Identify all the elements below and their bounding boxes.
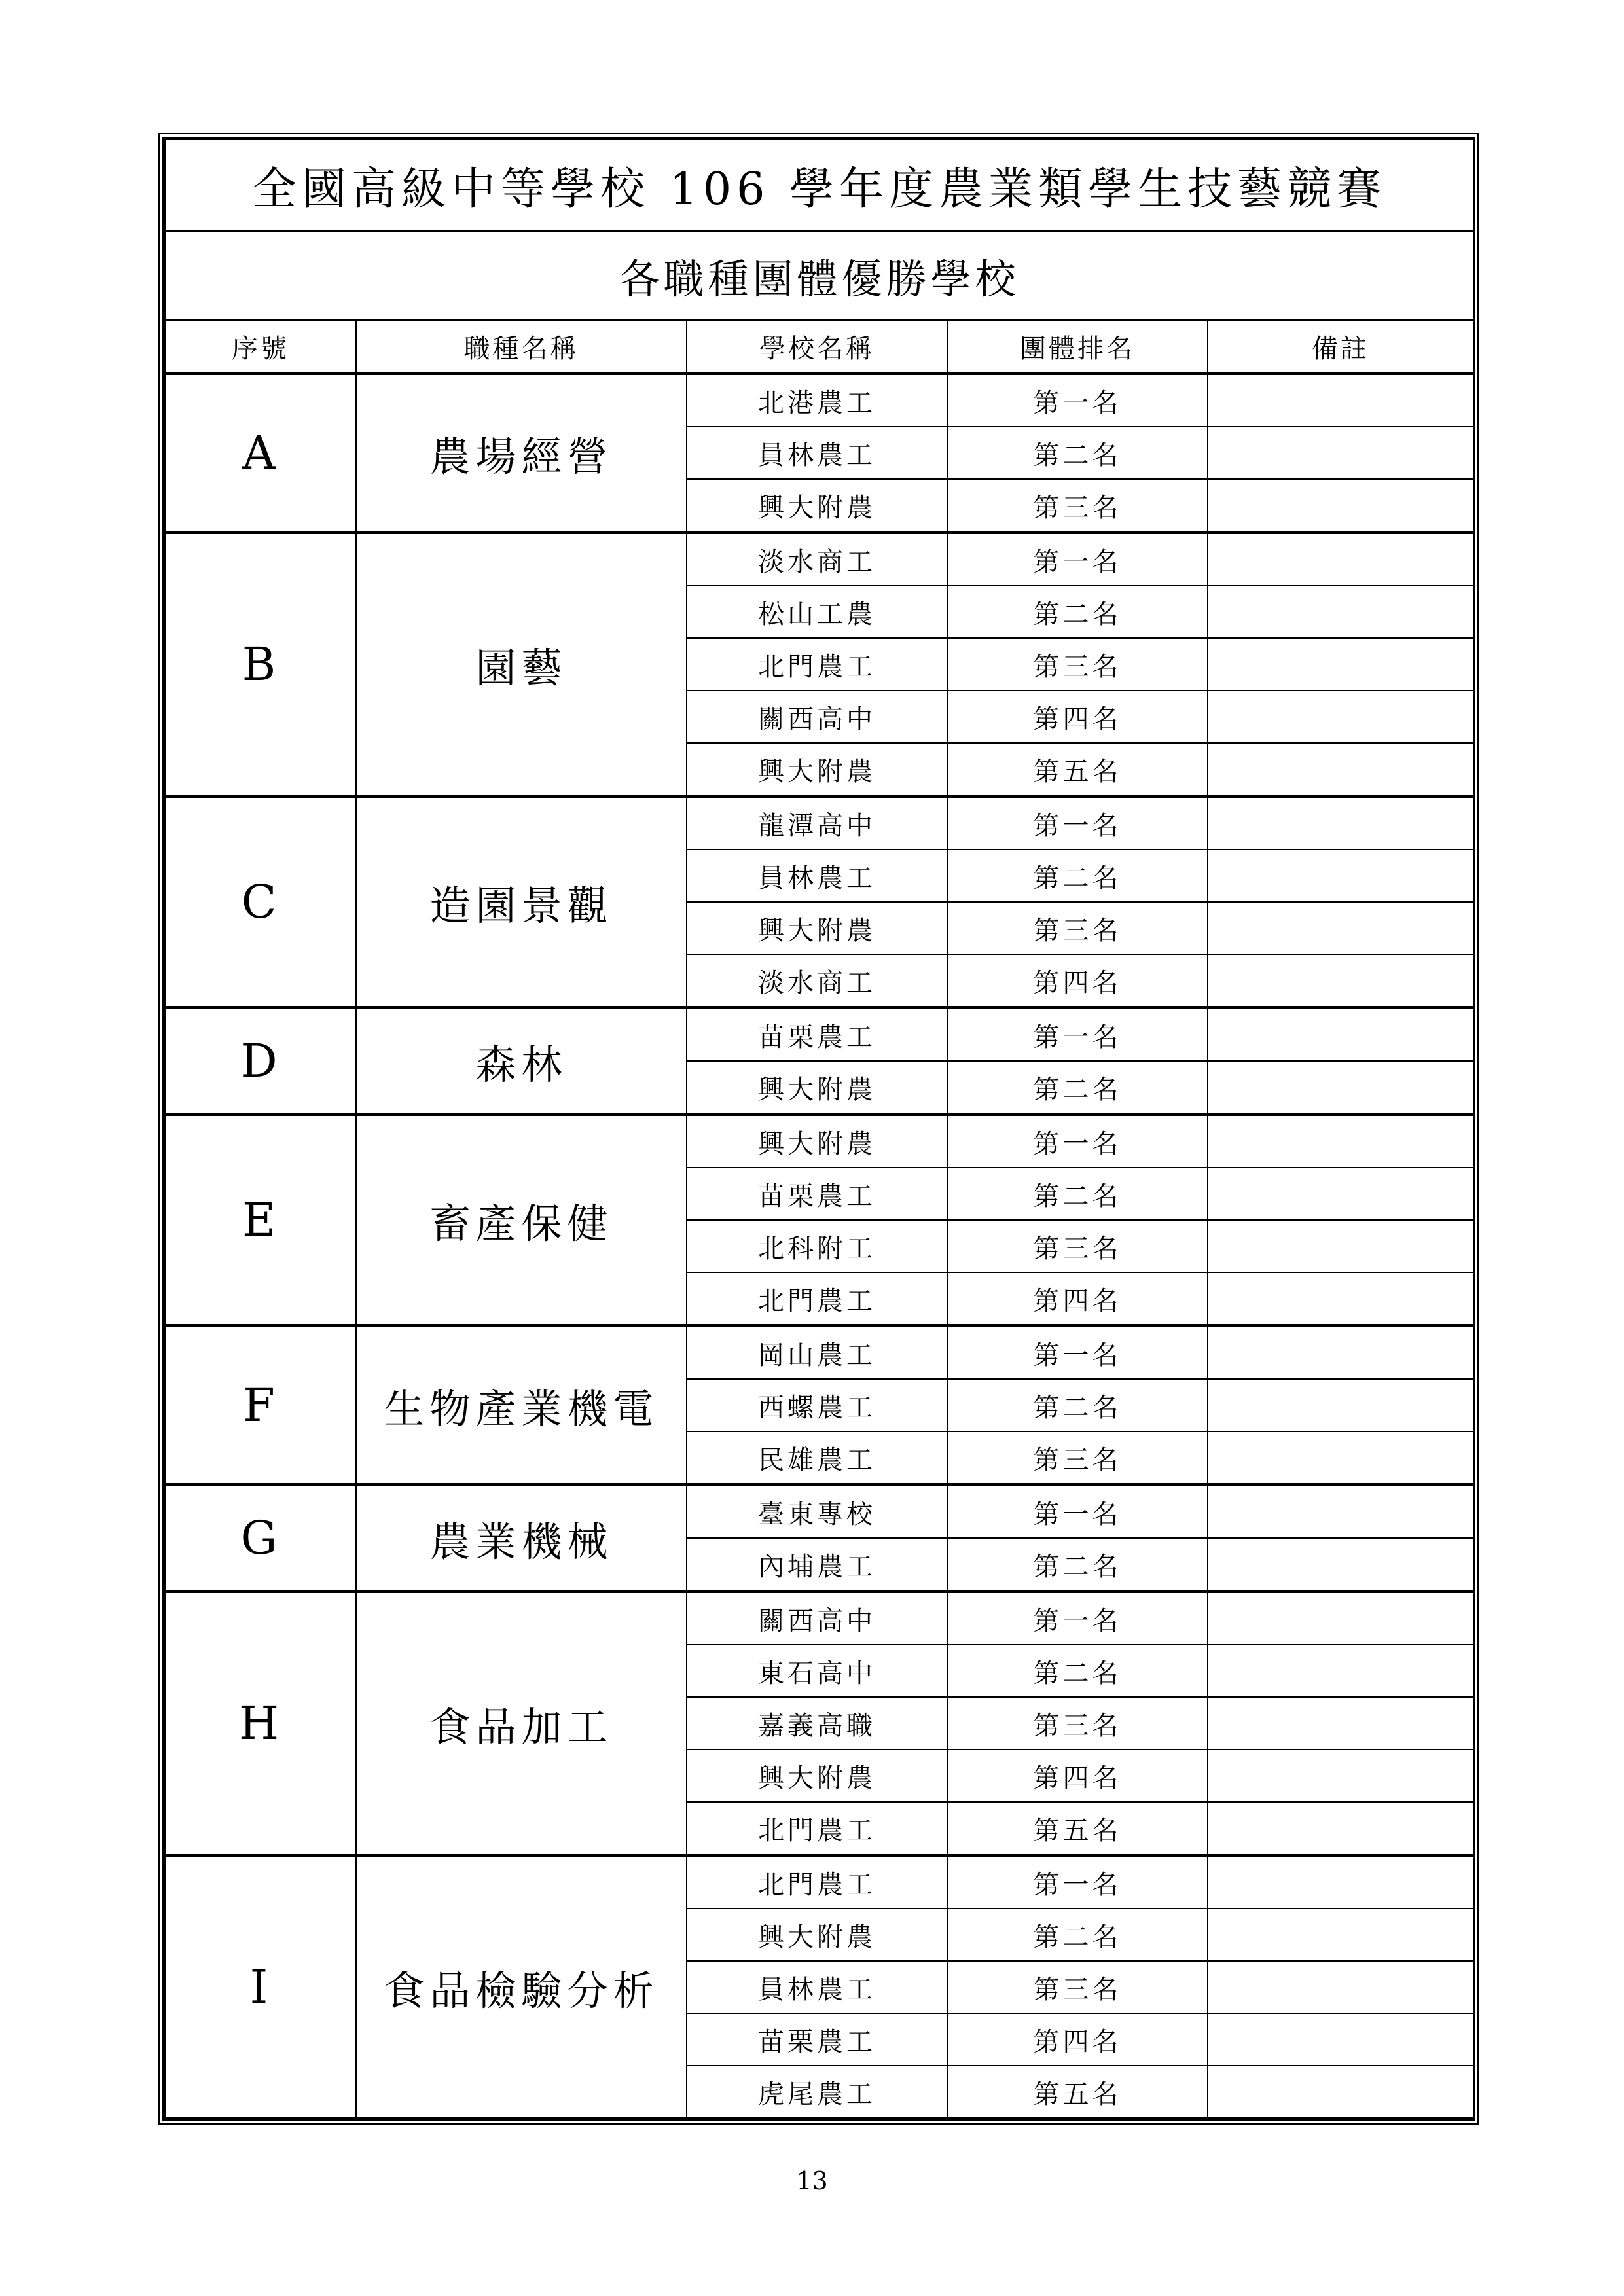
note-cell [1208, 1485, 1473, 1539]
rank-cell: 第二名 [947, 1379, 1208, 1431]
school-name-cell: 興大附農 [687, 743, 947, 797]
note-cell [1208, 427, 1473, 479]
school-name-cell: 臺東專校 [687, 1485, 947, 1539]
category-code: A [165, 374, 356, 533]
category-code: B [165, 533, 356, 797]
rank-cell: 第一名 [947, 1008, 1208, 1062]
school-name-cell: 淡水商工 [687, 533, 947, 586]
note-cell [1208, 2013, 1473, 2066]
school-name-cell: 興大附農 [687, 1061, 947, 1115]
note-cell [1208, 1856, 1473, 1909]
rank-cell: 第四名 [947, 691, 1208, 743]
note-cell [1208, 1645, 1473, 1697]
category-code: G [165, 1485, 356, 1592]
note-cell [1208, 638, 1473, 691]
school-name-cell: 苗栗農工 [687, 1008, 947, 1062]
school-name-cell: 北港農工 [687, 374, 947, 427]
rank-cell: 第二名 [947, 1645, 1208, 1697]
school-name-cell: 興大附農 [687, 1115, 947, 1168]
rank-cell: 第四名 [947, 954, 1208, 1008]
category-code: H [165, 1592, 356, 1856]
school-name-cell: 興大附農 [687, 902, 947, 954]
rank-cell: 第三名 [947, 1697, 1208, 1749]
school-name-cell: 淡水商工 [687, 954, 947, 1008]
rank-cell: 第三名 [947, 902, 1208, 954]
school-name-cell: 內埔農工 [687, 1538, 947, 1592]
school-name-cell: 苗栗農工 [687, 2013, 947, 2066]
school-name-cell: 西螺農工 [687, 1379, 947, 1431]
table-row [165, 533, 1473, 586]
category-name: 農業機械 [356, 1485, 687, 1592]
note-cell [1208, 1168, 1473, 1220]
school-name-cell: 苗栗農工 [687, 1168, 947, 1220]
document-frame [162, 137, 1475, 2121]
school-name-cell: 東石高中 [687, 1645, 947, 1697]
table-row [165, 1592, 1473, 1645]
school-name-cell: 興大附農 [687, 479, 947, 533]
category-name: 森林 [356, 1008, 687, 1115]
rank-cell: 第一名 [947, 1856, 1208, 1909]
school-name-cell: 岡山農工 [687, 1326, 947, 1380]
column-header-school: 學校名稱 [687, 320, 947, 374]
rank-cell: 第二名 [947, 1168, 1208, 1220]
school-name-cell: 員林農工 [687, 1961, 947, 2013]
column-header-category: 職種名稱 [356, 320, 687, 374]
note-cell [1208, 1379, 1473, 1431]
rank-cell: 第二名 [947, 1538, 1208, 1592]
category-name: 造園景觀 [356, 797, 687, 1008]
rank-cell: 第一名 [947, 1326, 1208, 1380]
school-name-cell: 員林農工 [687, 850, 947, 902]
note-cell [1208, 743, 1473, 797]
category-code: D [165, 1008, 356, 1115]
rank-cell: 第二名 [947, 1909, 1208, 1961]
note-cell [1208, 1802, 1473, 1856]
note-cell [1208, 1431, 1473, 1485]
rank-cell: 第三名 [947, 1431, 1208, 1485]
school-name-cell: 嘉義高職 [687, 1697, 947, 1749]
school-name-cell: 北門農工 [687, 638, 947, 691]
column-header-index: 序號 [165, 320, 356, 374]
table-header-row [165, 320, 1473, 374]
note-cell [1208, 1061, 1473, 1115]
note-cell [1208, 374, 1473, 427]
category-name: 畜產保健 [356, 1115, 687, 1326]
category-name: 食品檢驗分析 [356, 1856, 687, 2119]
note-cell [1208, 1220, 1473, 1272]
rank-cell: 第三名 [947, 1220, 1208, 1272]
note-cell [1208, 902, 1473, 954]
rank-cell: 第二名 [947, 427, 1208, 479]
table-row [165, 1326, 1473, 1380]
page-number: 13 [796, 2166, 828, 2195]
school-name-cell: 民雄農工 [687, 1431, 947, 1485]
school-name-cell: 松山工農 [687, 586, 947, 638]
rank-cell: 第五名 [947, 1802, 1208, 1856]
rank-cell: 第三名 [947, 1961, 1208, 2013]
school-name-cell: 關西高中 [687, 691, 947, 743]
column-header-rank: 團體排名 [947, 320, 1208, 374]
note-cell [1208, 533, 1473, 586]
category-name: 生物產業機電 [356, 1326, 687, 1485]
rank-cell: 第一名 [947, 797, 1208, 850]
category-name: 農場經營 [356, 374, 687, 533]
note-cell [1208, 1538, 1473, 1592]
rank-cell: 第四名 [947, 1272, 1208, 1326]
rank-cell: 第四名 [947, 2013, 1208, 2066]
note-cell [1208, 954, 1473, 1008]
rank-cell: 第二名 [947, 850, 1208, 902]
rank-cell: 第五名 [947, 743, 1208, 797]
table-row [165, 797, 1473, 850]
note-cell [1208, 1909, 1473, 1961]
table-row [165, 1115, 1473, 1168]
category-code: E [165, 1115, 356, 1326]
table-row [165, 374, 1473, 427]
school-name-cell: 虎尾農工 [687, 2066, 947, 2118]
note-cell [1208, 1326, 1473, 1380]
school-name-cell: 北科附工 [687, 1220, 947, 1272]
rank-cell: 第五名 [947, 2066, 1208, 2118]
note-cell [1208, 797, 1473, 850]
rank-cell: 第一名 [947, 533, 1208, 586]
results-table [164, 139, 1474, 2119]
note-cell [1208, 850, 1473, 902]
column-header-note: 備註 [1208, 320, 1473, 374]
school-name-cell: 北門農工 [687, 1856, 947, 1909]
table-row [165, 1008, 1473, 1062]
note-cell [1208, 1008, 1473, 1062]
category-code: C [165, 797, 356, 1008]
rank-cell: 第二名 [947, 586, 1208, 638]
category-code: F [165, 1326, 356, 1485]
table-row [165, 1485, 1473, 1539]
school-name-cell: 興大附農 [687, 1749, 947, 1802]
table-row [165, 1856, 1473, 1909]
note-cell [1208, 1272, 1473, 1326]
rank-cell: 第一名 [947, 1592, 1208, 1645]
document-title: 全國高級中等學校 106 學年度農業類學生技藝競賽 [165, 139, 1473, 231]
rank-cell: 第一名 [947, 374, 1208, 427]
category-code: I [165, 1856, 356, 2119]
category-name: 園藝 [356, 533, 687, 797]
note-cell [1208, 479, 1473, 533]
school-name-cell: 關西高中 [687, 1592, 947, 1645]
school-name-cell: 北門農工 [687, 1802, 947, 1856]
note-cell [1208, 1115, 1473, 1168]
note-cell [1208, 586, 1473, 638]
note-cell [1208, 1697, 1473, 1749]
note-cell [1208, 1961, 1473, 2013]
rank-cell: 第四名 [947, 1749, 1208, 1802]
note-cell [1208, 1749, 1473, 1802]
rank-cell: 第二名 [947, 1061, 1208, 1115]
category-name: 食品加工 [356, 1592, 687, 1856]
note-cell [1208, 2066, 1473, 2118]
note-cell [1208, 1592, 1473, 1645]
document-subtitle: 各職種團體優勝學校 [165, 231, 1473, 320]
rank-cell: 第一名 [947, 1485, 1208, 1539]
school-name-cell: 北門農工 [687, 1272, 947, 1326]
rank-cell: 第三名 [947, 479, 1208, 533]
rank-cell: 第一名 [947, 1115, 1208, 1168]
school-name-cell: 興大附農 [687, 1909, 947, 1961]
school-name-cell: 龍潭高中 [687, 797, 947, 850]
note-cell [1208, 691, 1473, 743]
rank-cell: 第三名 [947, 638, 1208, 691]
school-name-cell: 員林農工 [687, 427, 947, 479]
